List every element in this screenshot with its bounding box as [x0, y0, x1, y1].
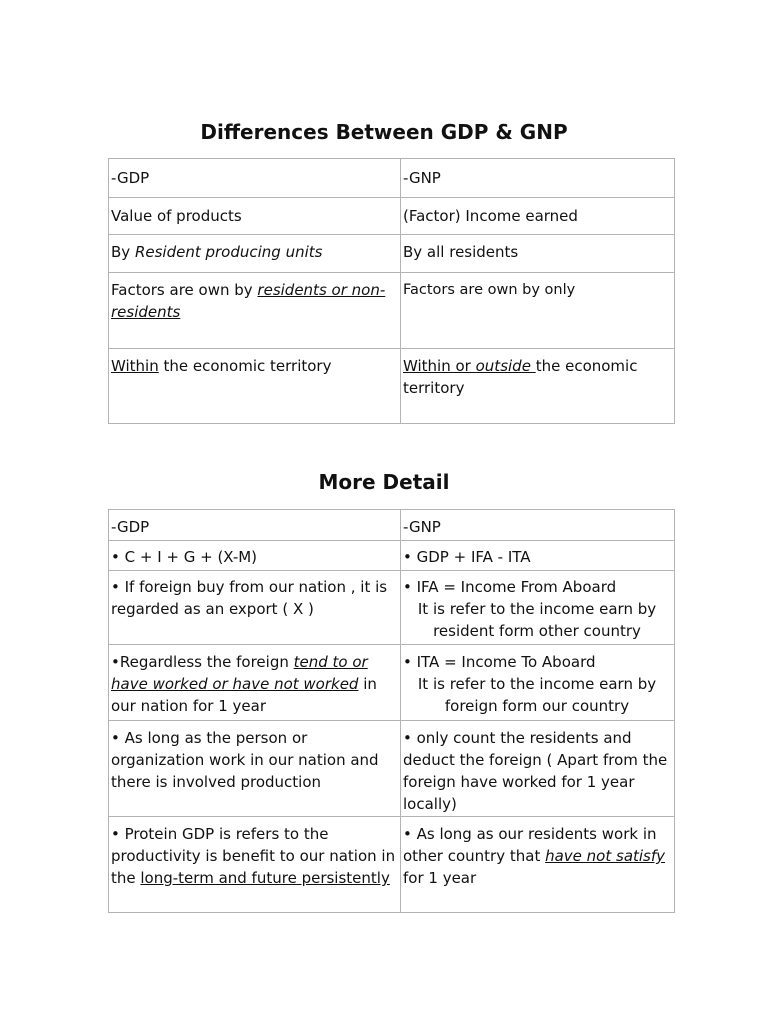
table-cell [401, 645, 675, 721]
table-cell [109, 235, 401, 273]
cell-text: in our nation for 1 year [111, 675, 377, 715]
section-title: More Detail [318, 470, 450, 494]
underlined-emphasis-text: tend to or have worked or have not worked [111, 653, 368, 693]
cell-text: the economic territory [158, 357, 332, 375]
underlined-emphasis-text: have not satisfy [545, 847, 666, 865]
table-cell [109, 349, 401, 424]
table-row [109, 645, 675, 721]
table-cell [109, 645, 401, 721]
underlined-emphasis-text: outside [475, 357, 536, 375]
table-row [109, 721, 675, 817]
table-cell: • GDP + IFA - ITA [401, 541, 675, 571]
table-row [109, 541, 675, 571]
table-cell: -GDP [109, 510, 401, 541]
underlined-text: Within or [403, 357, 476, 375]
cell-text: the economic territory [403, 357, 638, 397]
table-row [109, 273, 675, 349]
table-cell: • only count the residents and deduct the foreign ( Apart from the foreign have worked for 1 year locally) [401, 721, 675, 817]
table-cell: (Factor) Income earned [401, 198, 675, 235]
table-cell: Factors are own by only [401, 273, 675, 349]
table-cell: • As long as the person or organization work in our nation and there is involved production [109, 721, 401, 817]
table-cell: -GNP [401, 510, 675, 541]
cell-text: • IFA = Income From Aboard [403, 578, 617, 596]
cell-text: for 1 year [403, 869, 477, 887]
cell-text: • ITA = Income To Aboard [403, 653, 596, 671]
underlined-emphasis-text: residents or non-residents [111, 281, 386, 321]
table-cell [109, 817, 401, 913]
cell-text: Factors are own by [111, 281, 258, 299]
underlined-text: Within [111, 357, 159, 375]
table-row [109, 571, 675, 645]
centered-text: It is refer to the income earn by resident form other country [417, 600, 657, 640]
cell-text: By [111, 243, 135, 261]
page-title: Differences Between GDP & GNP [200, 120, 568, 144]
table-cell: • If foreign buy from our nation , it is regarded as an export ( X ) [109, 571, 401, 645]
table-cell [109, 273, 401, 349]
table-row [109, 817, 675, 913]
table-row [109, 198, 675, 235]
table-cell: Value of products [109, 198, 401, 235]
gdp-gnp-differences-table [108, 158, 675, 424]
table-cell: -GDP [109, 159, 401, 198]
cell-text: • As long as our residents work in other country that [403, 825, 657, 865]
centered-text: It is refer to the income earn by foreign form our country [417, 675, 657, 715]
table-cell [401, 571, 675, 645]
table-cell: • C + I + G + (X-M) [109, 541, 401, 571]
table-cell: -GNP [401, 159, 675, 198]
table-cell [401, 349, 675, 424]
table-row [109, 235, 675, 273]
table-cell [401, 817, 675, 913]
gdp-gnp-detail-table [108, 509, 675, 913]
table-row [109, 349, 675, 424]
emphasis-text: Resident producing units [134, 243, 323, 261]
underlined-text: long-term and future persistently [140, 869, 390, 887]
cell-text: •Regardless the foreign [111, 653, 294, 671]
table-cell: By all residents [401, 235, 675, 273]
table-row [109, 159, 675, 198]
table-row [109, 510, 675, 541]
cell-text: • Protein GDP is refers to the productivity is benefit to our nation in the [111, 825, 396, 887]
